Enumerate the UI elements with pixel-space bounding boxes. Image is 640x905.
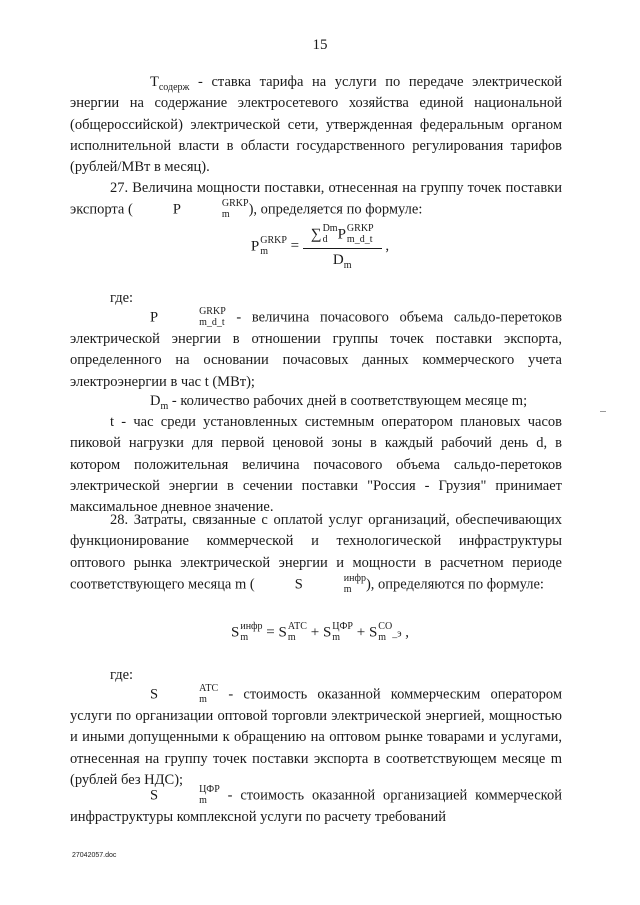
definition-d-m: $D_m$ - количество рабочих дней в соответствующем месяце m; — [70, 391, 562, 412]
symbol-p-grkp-mdt: P GRKP m_d_t — [150, 306, 226, 328]
plus-sign-2: + — [356, 624, 366, 641]
symbol-s-atc: S АТС m — [150, 683, 219, 705]
formula-s-infr: S инфр m = S АТС m + S ЦФР m + S СО m _э , — [231, 621, 409, 643]
footer-filename: 27042057.doc — [72, 852, 117, 859]
definition-s-cfr: S ЦФР m - стоимость оказанной организацией коммерческой инфраструктуры комплексной услуги по расчету требований — [70, 784, 562, 825]
symbol-d-m: $D_m$ — [150, 393, 169, 412]
paragraph-tariff-rate: $T_{содерж}$ - ставка тарифа на услуги по передаче электрической энергии на содержание электросетевого хозяйства единой национальной (общероссийской) электрической сети, утвержденная федеральным органом исполнительной власти в области государственного регулирования тарифов (рублей/МВт в месяц). — [70, 74, 562, 176]
symbol-s-infr: S инфр m — [294, 572, 366, 595]
margin-mark — [600, 411, 606, 412]
paragraph-27: 27. Величина мощности поставки, отнесенная на группу точек поставки экспорта ( P GRKP m ), определяется по формуле: — [70, 180, 562, 221]
definition-t-hour: t - час среди установленных системным оператором плановых часов пиковой нагрузки для первой ценовой зоны в каждый рабочий день d, в котором положительная величина почасового объема сальдо-перетоков электрической энергии в сечении поставки "Россия - Грузия" принимает максимальное дневное значение. — [70, 414, 562, 516]
definition-p-grkp-hourly: P GRKP m_d_t - величина почасового объема сальдо-перетоков электрической энергии в отношении группы точек поставки экспорта, определенного на основании почасовых данных коммерческого учета электроэнергии в час t (МВт); — [70, 306, 562, 390]
symbol-p-grkp: P GRKP m — [172, 198, 249, 221]
paragraph-28: 28. Затраты, связанные с оплатой услуг организаций, обеспечивающих функционирование коммерческой и технологической инфраструктуры оптового рынка электрической энергии и мощности в расчетном периоде соответствующего месяца m ( S инфр m ), определяются по формуле: — [70, 512, 562, 595]
formula-p-grkp: P GRKP m = ∑ Dm d P GRKP m_d_t $D_m$ , — [250, 223, 390, 271]
symbol-s-cfr: S ЦФР m — [150, 784, 220, 806]
formula-fraction: ∑ Dm d P GRKP m_d_t $D_m$ — [303, 224, 382, 269]
where-label-1: где: — [110, 290, 134, 306]
definition-s-atc: S АТС m - стоимость оказанной коммерческим оператором услуги по организации оптовой торговли электрической энергией, мощностью и иными допущенными к обращению на оптовом рынке товарами и услугами, отнесенная на группу точек поставки экспорта в соответствующем месяце m (рублей без НДС); — [70, 683, 562, 788]
symbol-t-soderzh: $T_{содерж}$ — [150, 74, 190, 93]
where-label-2: где: — [110, 667, 134, 683]
page-number: 15 — [312, 37, 328, 53]
